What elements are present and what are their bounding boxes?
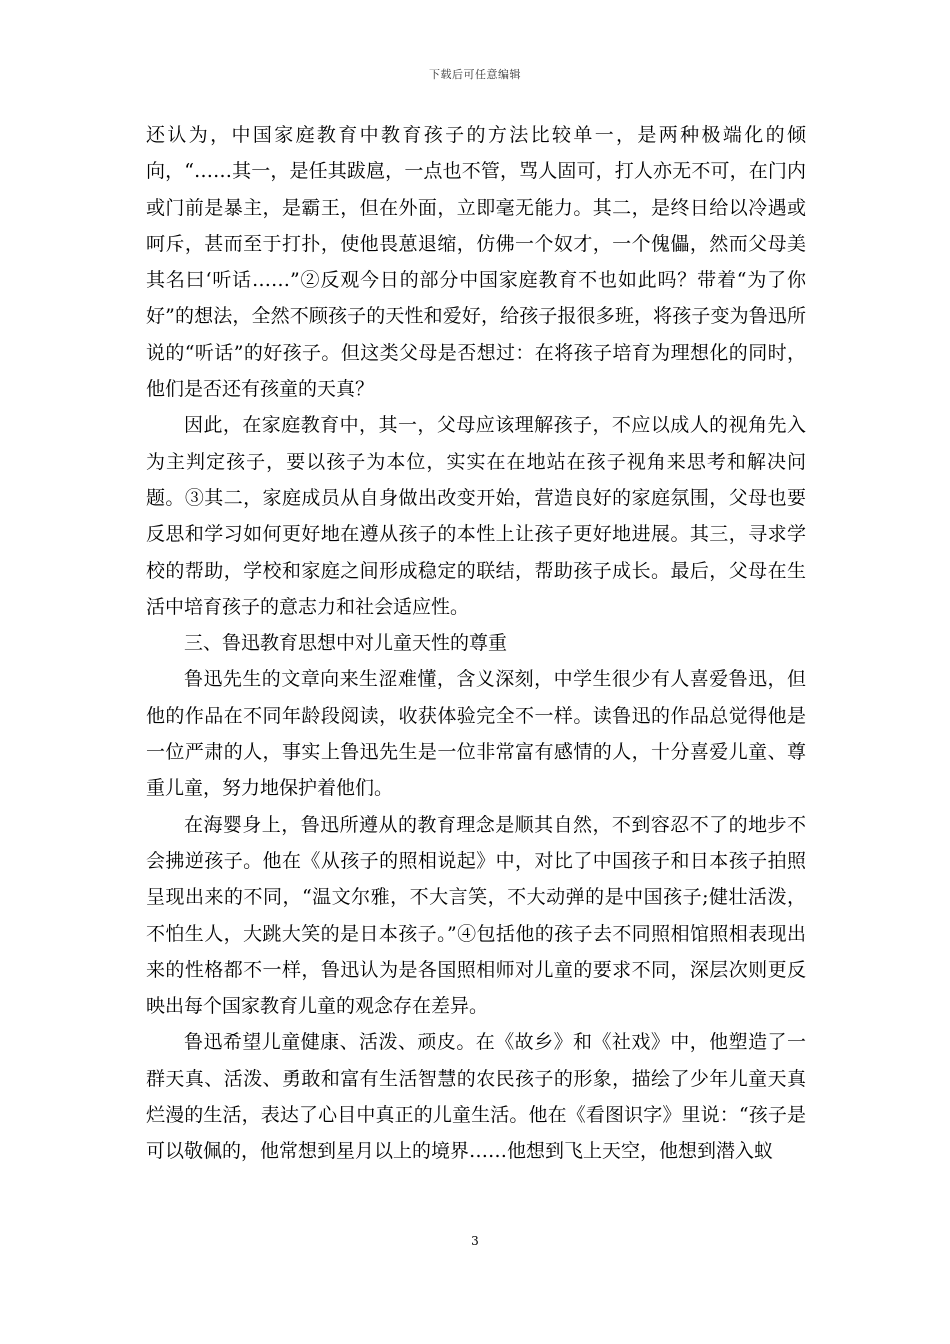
- page-number: 3: [471, 1234, 479, 1248]
- paragraph-4: 在海婴身上，鲁迅所遵从的教育理念是顺其自然，不到容忍不了的地步不会拂逆孩子。他在《从孩子的照相说起》中，对比了中国孩子和日本孩子拍照呈现出来的不同，“温文尔雅，不大言笑，不大动弹的是中国孩子;健壮活泼，不怕生人，大跳大笑的是日本孩子。”④包括他的孩子去不同照相馆照相表现出来的性格都不一样，鲁迅认为是各国照相师对儿童的要求不同，深层次则更反映出每个国家教育儿童的观念存在差异。: [146, 813, 806, 1018]
- paragraph-1: 还认为，中国家庭教育中教育孩子的方法比较单一，是两种极端化的倾向，“……其一，是任其跋扈，一点也不管，骂人固可，打人亦无不可，在门内或门前是暴主，是霸王，但在外面，立即毫无能力。其二，是终日给以冷遇或呵斥，甚而至于打扑，使他畏葸退缩，仿佛一个奴才，一个傀儡，然而父母美其名曰‘听话……”②反观今日的部分中国家庭教育不也如此吗？带着“为了你好”的想法，全然不顾孩子的天性和爱好，给孩子报很多班，将孩子变为鲁迅所说的“听话”的好孩子。但这类父母是否想过：在将孩子培育为理想化的同时，他们是否还有孩童的天真？: [146, 124, 806, 401]
- section-heading: 三、鲁迅教育思想中对儿童天性的尊重: [184, 632, 508, 655]
- paragraph-5: 鲁迅希望儿童健康、活泼、顽皮。在《故乡》和《社戏》中，他塑造了一群天真、活泼、勇敢和富有生活智慧的农民孩子的形象，描绘了少年儿童天真烂漫的生活，表达了心目中真正的儿童生活。他在《看图识字》里说：“孩子是可以敬佩的，他常想到星月以上的境界……他想到飞上天空，他想到潜入蚁: [146, 1031, 806, 1163]
- paragraph-3: 鲁迅先生的文章向来生涩难懂，含义深刻，中学生很少有人喜爱鲁迅，但他的作品在不同年龄段阅读，收获体验完全不一样。读鲁迅的作品总觉得他是一位严肃的人，事实上鲁迅先生是一位非常富有感情的人，十分喜爱儿童、尊重儿童，努力地保护着他们。: [146, 668, 806, 800]
- page-header: 下载后可任意编辑: [429, 68, 521, 81]
- paragraph-2: 因此，在家庭教育中，其一，父母应该理解孩子，不应以成人的视角先入为主判定孩子，要以孩子为本位，实实在在地站在孩子视角来思考和解决问题。③其二，家庭成员从自身做出改变开始，营造良好的家庭氛围，父母也要反思和学习如何更好地在遵从孩子的本性上让孩子更好地进展。其三，寻求学校的帮助，学校和家庭之间形成稳定的联结，帮助孩子成长。最后，父母在生活中培育孩子的意志力和社会适应性。: [146, 414, 806, 618]
- body-text: [146, 117, 806, 1170]
